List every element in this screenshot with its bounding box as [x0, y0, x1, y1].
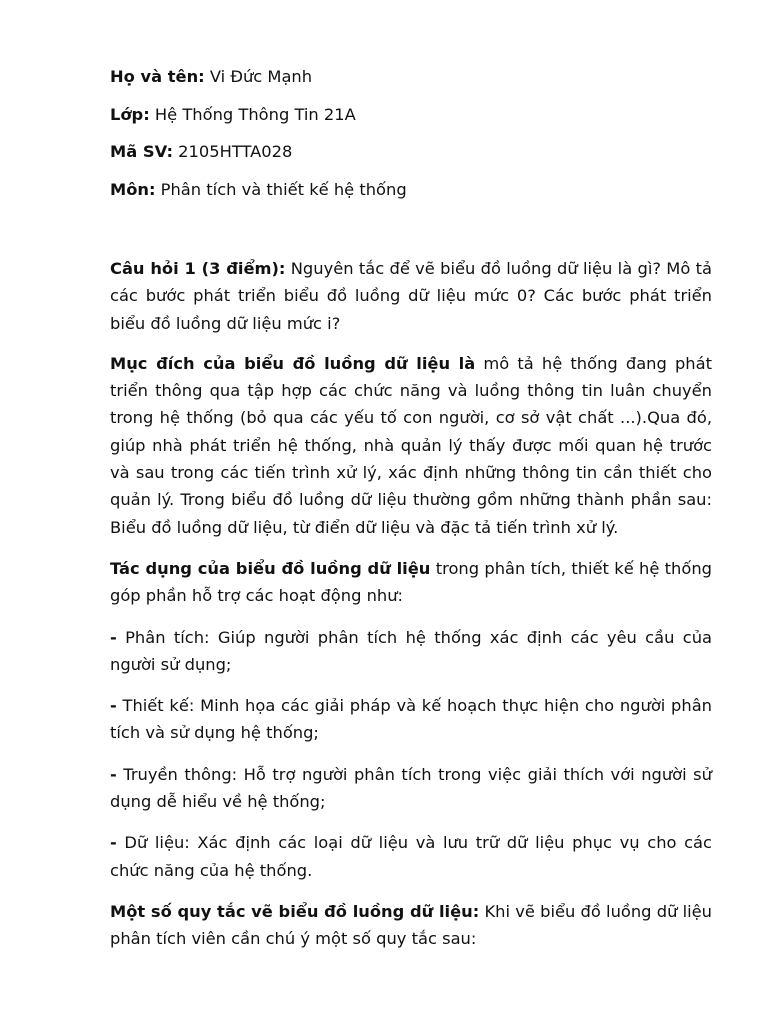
bullet-dash: -	[110, 696, 117, 716]
rules-paragraph	[110, 898, 712, 953]
purpose-label: Mục đích của biểu đồ luồng dữ liệu là	[110, 353, 476, 373]
class-value: Hệ Thống Thông Tin 21A	[149, 104, 356, 124]
class-label: Lớp:	[110, 104, 150, 124]
bullet-item	[110, 692, 712, 747]
question-paragraph	[110, 255, 712, 337]
bullet-item	[110, 624, 712, 679]
student-id-line	[110, 137, 712, 175]
effect-text: trong phân tích, thiết kế hệ thống góp phần hỗ trợ các hoạt động như:	[110, 558, 712, 606]
effect-label: Tác dụng của biểu đồ luồng dữ liệu	[110, 558, 431, 578]
rules-label: Một số quy tắc vẽ biểu đồ luồng dữ liệu:	[110, 901, 480, 921]
document-body	[110, 62, 712, 967]
subject-value: Phân tích và thiết kế hệ thống	[155, 179, 407, 199]
rules-text: Khi vẽ biểu đồ luồng dữ liệu phân tích viên cần chú ý một số quy tắc sau:	[110, 901, 712, 949]
bullet-text: Dữ liệu: Xác định các loại dữ liệu và lưu trữ dữ liệu phục vụ cho các chức năng của hệ thống.	[110, 833, 712, 880]
student-id-label: Mã SV:	[110, 142, 173, 161]
student-name-value: Vi Đức Mạnh	[204, 67, 313, 86]
question-text: Nguyên tắc để vẽ biểu đồ luồng dữ liệu là gì? Mô tả các bước phát triển biểu đồ luồng dữ liệu mức 0? Các bước phát triển biểu đồ luồng dữ liệu mức i?	[110, 259, 712, 333]
bullet-text: Thiết kế: Minh họa các giải pháp và kế hoạch thực hiện cho người phân tích và sử dụng hệ thống;	[110, 696, 712, 743]
bullet-item	[110, 761, 712, 816]
bullet-text: Phân tích: Giúp người phân tích hệ thống xác định các yêu cầu của người sử dụng;	[110, 627, 712, 674]
class-line	[110, 100, 712, 138]
purpose-paragraph	[110, 350, 712, 541]
question-label: Câu hỏi 1 (3 điểm):	[110, 259, 286, 278]
subject-line	[110, 175, 712, 213]
spacer	[110, 212, 712, 255]
effect-paragraph	[110, 555, 712, 610]
bullet-dash: -	[110, 833, 117, 853]
student-name-line	[110, 62, 712, 100]
bullet-dash: -	[110, 764, 117, 784]
bullet-text: Truyền thông: Hỗ trợ người phân tích trong việc giải thích với người sử dụng dễ hiểu về hệ thống;	[110, 764, 712, 812]
bullet-dash: -	[110, 627, 117, 647]
bullet-item	[110, 829, 712, 884]
student-name-label: Họ và tên:	[110, 67, 205, 86]
purpose-text: mô tả hệ thống đang phát triển thông qua tập hợp các chức năng và luồng thông tin luân chuyển trong hệ thống (bỏ qua các yếu tố con người, cơ sở vật chất ...).Qua đó, giúp nhà phát triển hệ thống, nhà quản lý thấy được mối quan hệ trước và sau trong các tiến trình xử lý, xác định những thông tin cần thiết cho quản lý. Trong biểu đồ luồng dữ liệu thường gồm những thành phần sau: Biểu đồ luồng dữ liệu, từ điển dữ liệu và đặc tả tiến trình xử lý.	[110, 353, 712, 537]
subject-label: Môn:	[110, 179, 156, 199]
student-id-value: 2105HTTA028	[172, 142, 293, 161]
